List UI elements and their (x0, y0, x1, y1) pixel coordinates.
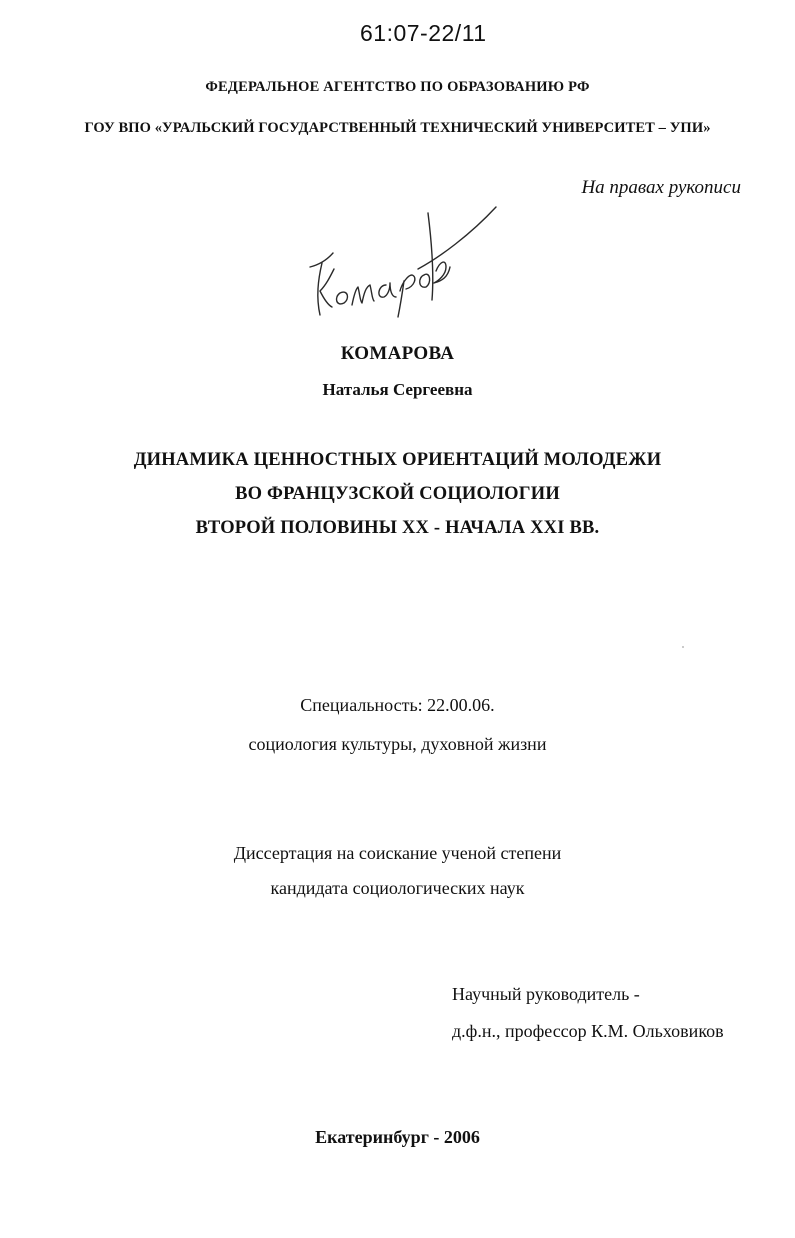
supervisor-role: Научный руководитель - (452, 984, 640, 1004)
agency-heading: ФЕДЕРАЛЬНОЕ АГЕНТСТВО ПО ОБРАЗОВАНИЮ РФ (205, 79, 590, 95)
specialty-code: Специальность: 22.00.06. (300, 695, 495, 715)
author-surname: КОМАРОВА (340, 343, 455, 364)
dissertation-line-1: Диссертация на соискание ученой степени (233, 843, 562, 863)
dissertation-line-2: кандидата социологических наук (270, 878, 525, 898)
thesis-title-line-2: ВО ФРАНЦУЗСКОЙ СОЦИОЛОГИИ (235, 484, 560, 504)
specialty-name: социология культуры, духовной жизни (248, 734, 547, 754)
manuscript-rights-note: На правах рукописи (581, 177, 741, 198)
catalog-number: 61:07-22/11 (360, 20, 487, 46)
university-heading: ГОУ ВПО «УРАЛЬСКИЙ ГОСУДАРСТВЕННЫЙ ТЕХНИЧЕСКИЙ УНИВЕРСИТЕТ – УПИ» (84, 120, 711, 136)
thesis-title-line-3: ВТОРОЙ ПОЛОВИНЫ XX - НАЧАЛА XXI ВВ. (195, 518, 600, 538)
scan-speck (682, 646, 684, 648)
author-name: Наталья Сергеевна (322, 380, 473, 399)
handwritten-signature (300, 205, 500, 325)
city-year: Екатеринбург - 2006 (315, 1127, 480, 1147)
thesis-title-line-1: ДИНАМИКА ЦЕННОСТНЫХ ОРИЕНТАЦИЙ МОЛОДЕЖИ (133, 450, 662, 470)
supervisor-name: д.ф.н., профессор К.М. Ольховиков (452, 1021, 724, 1041)
